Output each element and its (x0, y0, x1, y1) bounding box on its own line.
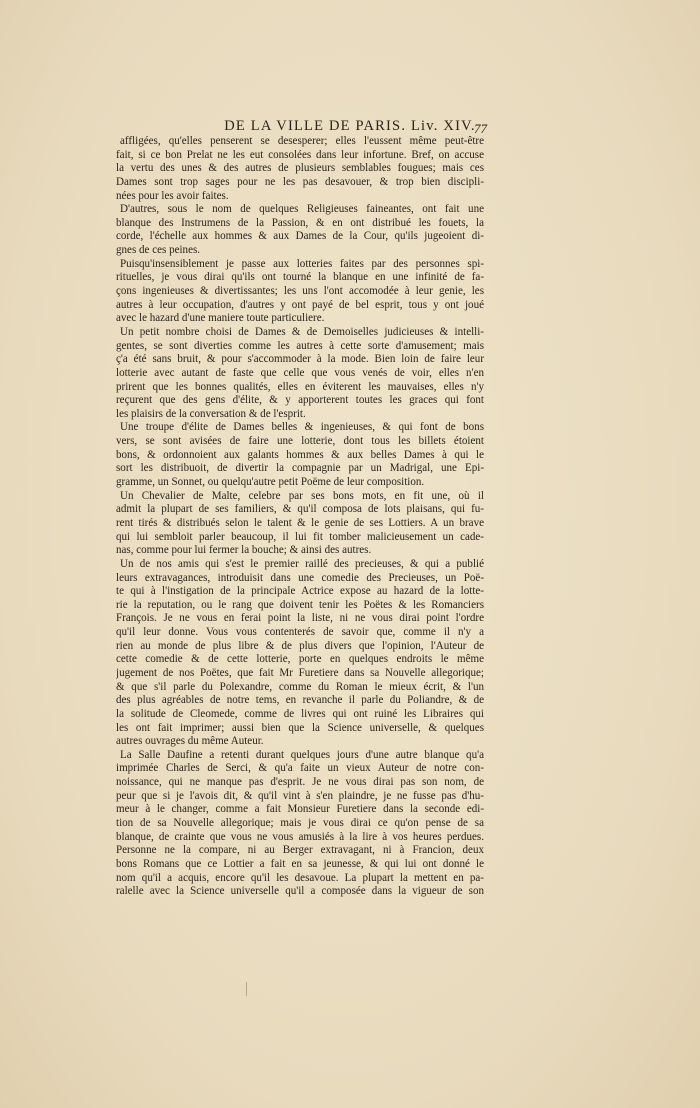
text-line: les plaisirs de la conversation & de l'esprit. (116, 407, 306, 420)
text-line: blanque, de crainte que vous ne vous amusiés à la lire à vos heures perdues. (116, 830, 484, 843)
text-line: bons Romans que ce Lottier a fait en sa jeunesse, & qui lui ont donné le (116, 857, 484, 870)
text-line: gramme, un Sonnet, ou quelqu'autre petit Poëme de leur composition. (116, 476, 425, 489)
text-line: fait, si ce bon Prelat ne les eut consolées dans leur infortune. Bref, on accuse (116, 148, 484, 161)
paragraph (116, 326, 484, 421)
text-line: nas, comme pour lui fermer la bouche; & ainsi des autres. (116, 544, 372, 557)
text-line: Personne ne la compare, ni au Berger extravagant, ni à Francion, deux (116, 844, 484, 857)
text-line: des plus agréables de notre tems, en revanche il parle du Poliandre, & de (116, 694, 484, 707)
running-title: DE LA VILLE DE PARIS. Liv. XIV. (224, 118, 476, 134)
text-line: Un petit nombre choisi de Dames & de Demoiselles judicieuses & intelli- (120, 325, 484, 338)
text-line: Une troupe d'élite de Dames belles & ingenieuses, & qui font de bons (120, 421, 484, 434)
text-line: autres à leur occupation, d'autres y ont payé de bel esprit, tous y ont joué (116, 298, 484, 311)
text-line: prirent que les bonnes qualités, elles en éviterent les mauvaises, elles n'y (116, 380, 484, 393)
text-line: blanque des Instrumens de la Passion, & en ont distribué les fouets, la (116, 216, 484, 229)
text-line: vers, se sont avisées de faire une lotterie, dont tous les billets étoient (116, 435, 484, 448)
text-line: imprimée Charles de Serci, & qu'a faite un vieux Auteur de notre con- (116, 762, 484, 775)
text-line: peur que si je l'avois dit, & qu'il vint à s'en plaindre, je ne fusse pas d'hu- (116, 789, 484, 802)
paragraph (116, 490, 484, 558)
text-line: admit la plupart de ses familiers, & qu'il composa de lots plaisans, qui fu- (116, 503, 484, 516)
text-line: meur à le changer, comme a fait Monsieur Furetiere dans la seconde edi- (116, 803, 484, 816)
text-line: corde, l'échelle aux hommes & aux Dames de la Cour, qu'ils jugeoient di- (116, 230, 484, 243)
text-line: gnes de ces peines. (116, 244, 201, 257)
paragraph (116, 421, 484, 489)
body-text (116, 135, 484, 899)
text-line: & que s'il parle du Polexandre, comme du Roman le mieux écrit, & l'un (116, 680, 484, 693)
text-line: sort les distribuoit, de divertir la compagnie par un Madrigal, une Epi- (116, 462, 484, 475)
text-line: qu'il leur donne. Vous vous contenterés de savoir que, comme il n'y a (116, 626, 484, 639)
text-line: Puisqu'insensiblement je passe aux lotteries faites par des personnes spi- (120, 257, 484, 270)
text-line: qui lui sembloit parler beaucoup, il lui fit tomber malicieusement un cade- (116, 530, 484, 543)
paragraph (116, 135, 484, 203)
text-line: affligées, qu'elles penserent se desesperer; elles l'eussent même peut-être (120, 135, 484, 147)
text-line: la vertu des unes & des autres de plusieurs semblables fougues; mais ces (116, 162, 484, 175)
text-line: D'autres, sous le nom de quelques Religieuses faineantes, ont fait une (120, 203, 484, 216)
page-number: 77 (474, 121, 487, 136)
paragraph (116, 258, 484, 326)
text-line: ralelle avec la Science universelle qu'il a composée dans la vigueur de son (116, 885, 484, 898)
text-line: la solitude de Cleomede, comme de livres qui ont ruiné les Libraires qui (116, 707, 484, 720)
text-line: ç'a été sans bruit, & pour s'accommoder à la mode. Bien loin de faire leur (116, 353, 484, 366)
text-line: rent tirés & distribués selon le talent & le genie de ses Lottiers. A un brave (116, 516, 484, 529)
text-line: bons, & ordonnoient aux galants hommes & aux belles Dames à qui le (116, 448, 484, 461)
text-line: les ont fait imprimer; aussi bien que la Science universelle, & quelques (116, 721, 484, 734)
text-line: rie la reputation, ou le rang que doivent tenir les Poëtes & les Romanciers (116, 598, 484, 611)
text-line: autres ouvrages du même Auteur. (116, 735, 264, 748)
paragraph (116, 558, 484, 749)
paper-mark (246, 982, 247, 996)
text-line: çons ingenieuses & divertissantes; les uns l'ont accomodée à leur genie, les (116, 285, 484, 298)
text-line: jugement de nos Poëtes, que fait Mr Furetiere dans sa Nouvelle allegorique; (116, 666, 484, 679)
text-line: leurs extravagances, introduisit dans une comedie des Precieuses, un Poë- (116, 571, 484, 584)
text-line: noissance, qui ne manque pas d'esprit. Je ne vous dirai pas son nom, de (116, 776, 484, 789)
text-line: La Salle Daufine a retenti durant quelques jours d'une autre blanque qu'a (120, 748, 484, 761)
text-line: rituelles, je vous dirai qu'ils ont tourné la blanque en une infinité de fa- (116, 271, 484, 284)
paragraph (116, 203, 484, 258)
text-line: cette comedie & de cette lotterie, porte en quelques endroits le même (116, 653, 484, 666)
paragraph (116, 749, 484, 899)
text-line: nées pour les avoir faites. (116, 189, 229, 202)
text-line: tion de sa Nouvelle allegorique; mais je vous dirai ce qu'on pense de sa (116, 817, 484, 830)
text-line: Dames sont trop sages pour ne les pas desavouer, & trop bien discipli- (116, 175, 484, 188)
text-line: gentes, se sont diverties comme les autres à cette sorte d'amusement; mais (116, 339, 484, 352)
text-line: te qui à l'instigation de la principale Actrice expose au hazard de la lotte- (116, 585, 484, 598)
text-line: reçurent que des gens d'élite, & y apporterent toutes les graces qui font (116, 394, 484, 407)
text-line: rien au monde de plus libre & de plus divers que l'opinion, l'Auteur de (116, 639, 484, 652)
text-line: lotterie avec autant de faste que celle que vous venés de voir, elles n'en (116, 366, 484, 379)
text-line: Un Chevalier de Malte, celebre par ses bons mots, en fit une, où il (120, 489, 484, 502)
text-line: Un de nos amis qui s'est le premier raillé des precieuses, & qui a publié (120, 557, 484, 570)
text-line: nom qu'il a acquis, encore qu'il les desavoue. La plupart la mettent en pa- (116, 871, 484, 884)
text-line: François. Je ne vous en ferai point la liste, ni ne vous dirai point l'ordre (116, 612, 484, 625)
text-line: avec le hazard d'une maniere toute particuliere. (116, 312, 325, 325)
